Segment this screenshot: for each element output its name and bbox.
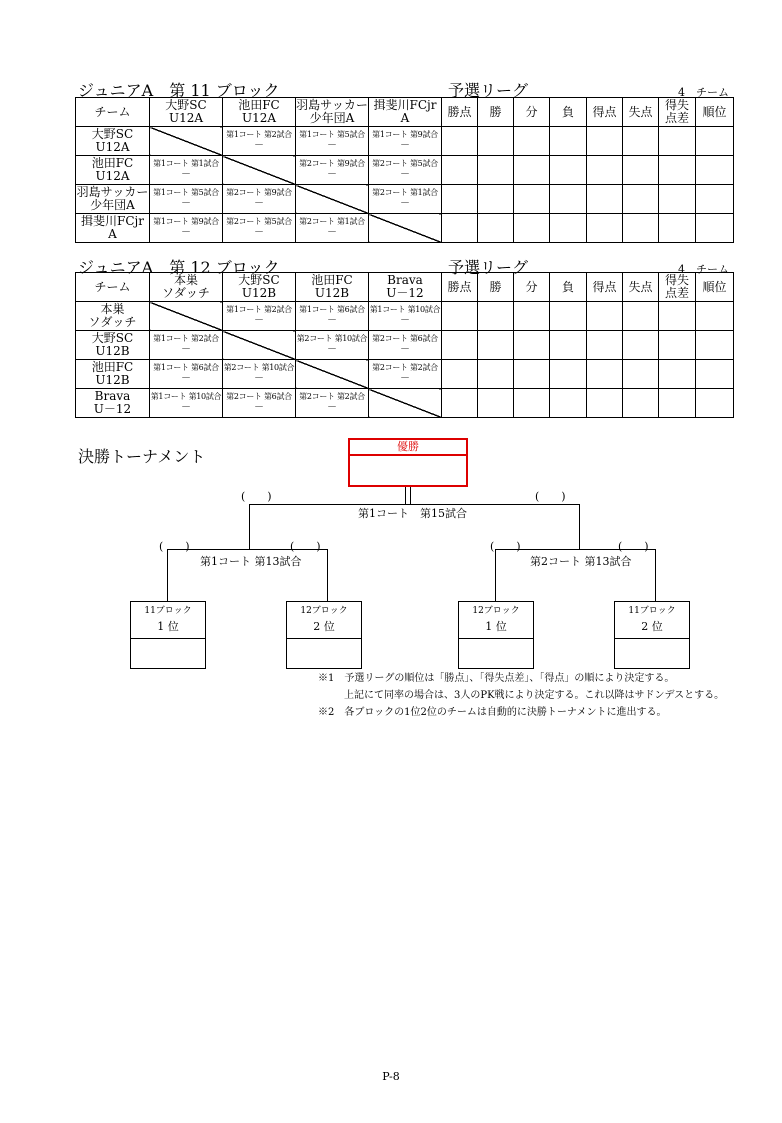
header-cell: 得失 点差: [659, 98, 696, 127]
stat-cell: [550, 214, 587, 243]
match-cell: 第1コート 第2試合 －: [223, 127, 296, 156]
semi1-left-score: ( ): [159, 540, 190, 553]
header-cell: 負: [550, 98, 587, 127]
stat-cell: [623, 127, 659, 156]
header-cell: 本巣 ソダッチ: [150, 273, 223, 302]
stat-cell: [659, 389, 696, 418]
bracket-line: [405, 487, 406, 505]
stat-cell: [696, 331, 734, 360]
header-cell: 失点: [623, 273, 659, 302]
stat-cell: [442, 214, 478, 243]
header-cell: 失点: [623, 98, 659, 127]
bracket-line: [327, 549, 328, 602]
stat-cell: [514, 360, 550, 389]
header-cell: 順位: [696, 273, 734, 302]
stat-cell: [623, 389, 659, 418]
header-cell: 順位: [696, 98, 734, 127]
team-name: 池田FC U12A: [76, 156, 150, 185]
page-number: P-8: [382, 1070, 400, 1083]
team-name: 大野SC U12B: [76, 331, 150, 360]
match-cell: 第1コート 第9試合 －: [150, 214, 223, 243]
seed-box: [458, 601, 534, 669]
stat-cell: [442, 360, 478, 389]
match-cell: 第2コート 第9試合 －: [296, 156, 369, 185]
match-cell: 第1コート 第6試合 －: [296, 302, 369, 331]
stat-cell: [659, 331, 696, 360]
stat-cell: [550, 127, 587, 156]
self-match-cell: [369, 214, 442, 243]
match-cell: 第2コート 第5試合 －: [369, 156, 442, 185]
table-row: [76, 156, 734, 185]
stat-cell: [478, 127, 514, 156]
stat-cell: [514, 389, 550, 418]
stat-cell: [623, 302, 659, 331]
header-team: チーム: [76, 98, 150, 127]
self-match-cell: [296, 360, 369, 389]
stat-cell: [514, 156, 550, 185]
seed-place: 2 位: [641, 620, 663, 633]
stat-cell: [587, 302, 623, 331]
bracket-line: [410, 487, 411, 505]
header-cell: 勝: [478, 98, 514, 127]
stat-cell: [587, 331, 623, 360]
team-name: 大野SC U12A: [76, 127, 150, 156]
seed-place: 1 位: [157, 620, 179, 633]
team-name: 揖斐川FCjr A: [76, 214, 150, 243]
table-row: [76, 127, 734, 156]
stat-cell: [696, 389, 734, 418]
stat-cell: [659, 360, 696, 389]
match-cell: 第2コート 第2試合 －: [369, 360, 442, 389]
stat-cell: [623, 185, 659, 214]
stat-cell: [587, 127, 623, 156]
stat-cell: [514, 302, 550, 331]
stat-cell: [587, 156, 623, 185]
stat-cell: [478, 360, 514, 389]
stat-cell: [478, 156, 514, 185]
header-cell: 大野SC U12A: [150, 98, 223, 127]
header-cell: 揖斐川FCjr A: [369, 98, 442, 127]
notes: [318, 670, 724, 721]
self-match-cell: [369, 389, 442, 418]
seed-box: [614, 601, 690, 669]
header-cell: 勝: [478, 273, 514, 302]
stat-cell: [478, 214, 514, 243]
stat-cell: [442, 185, 478, 214]
stat-cell: [696, 302, 734, 331]
match-cell: 第1コート 第5試合 －: [150, 185, 223, 214]
seed-place: 2 位: [313, 620, 335, 633]
champion-label: 優勝: [350, 440, 466, 456]
match-cell: 第1コート 第5試合 －: [296, 127, 369, 156]
block11-table: [75, 97, 734, 243]
match-cell: 第1コート 第9試合 －: [369, 127, 442, 156]
semi1-right-score: ( ): [290, 540, 321, 553]
seed-block: 12ブロック: [472, 606, 520, 616]
match-cell: 第1コート 第10試合 －: [369, 302, 442, 331]
table-row: [76, 214, 734, 243]
stat-cell: [623, 360, 659, 389]
header-cell: 得点: [587, 273, 623, 302]
block11-league: 予選リーグ: [448, 81, 529, 100]
match-cell: 第2コート 第10試合 －: [296, 331, 369, 360]
stat-cell: [514, 185, 550, 214]
stat-cell: [587, 214, 623, 243]
stat-cell: [659, 156, 696, 185]
stat-cell: [550, 389, 587, 418]
stat-cell: [659, 214, 696, 243]
semi2-match-label: 第2コート 第13試合: [530, 555, 632, 568]
header-cell: 得点: [587, 98, 623, 127]
note-line: ※2 各ブロックの1位2位のチームは自動的に決勝トーナメントに進出する。: [318, 707, 667, 718]
match-cell: 第2コート 第1試合 －: [369, 185, 442, 214]
stat-cell: [550, 185, 587, 214]
header-cell: 得失 点差: [659, 273, 696, 302]
bracket-line: [495, 549, 496, 602]
table-row: [76, 302, 734, 331]
match-cell: 第1コート 第10試合 －: [150, 389, 223, 418]
stat-cell: [550, 156, 587, 185]
semi2-right-score: ( ): [618, 540, 649, 553]
stat-cell: [514, 127, 550, 156]
match-cell: 第1コート 第6試合 －: [150, 360, 223, 389]
table-row: [76, 185, 734, 214]
header-cell: 分: [514, 273, 550, 302]
match-cell: 第2コート 第2試合 －: [296, 389, 369, 418]
stat-cell: [478, 185, 514, 214]
final-match-label: 第1コート 第15試合: [358, 507, 467, 520]
match-cell: 第2コート 第1試合 －: [296, 214, 369, 243]
stat-cell: [696, 185, 734, 214]
self-match-cell: [150, 127, 223, 156]
self-match-cell: [223, 156, 296, 185]
bracket-line: [579, 504, 580, 550]
match-cell: 第1コート 第2試合 －: [150, 331, 223, 360]
team-name: 羽島サッカー 少年団A: [76, 185, 149, 212]
match-cell: 第2コート 第6試合 －: [223, 389, 296, 418]
header-cell: Brava U－12: [369, 273, 442, 302]
final-right-score: ( ): [535, 490, 566, 503]
stat-cell: [623, 214, 659, 243]
self-match-cell: [296, 185, 369, 214]
table-row: [76, 360, 734, 389]
table-row: [76, 389, 734, 418]
block12-league: 予選リーグ: [448, 258, 529, 277]
block11-header: [78, 78, 738, 98]
seed-box: [286, 601, 362, 669]
champion-box: [348, 438, 468, 487]
match-cell: 第2コート 第10試合 －: [223, 360, 296, 389]
stat-cell: [514, 214, 550, 243]
block12-title: ジュニアA 第 12 ブロック: [78, 258, 280, 277]
match-cell: 第2コート 第5試合 －: [223, 214, 296, 243]
stat-cell: [514, 331, 550, 360]
header-cell: 勝点: [442, 98, 478, 127]
stat-cell: [696, 127, 734, 156]
header-team: チーム: [76, 273, 150, 302]
seed-box: [130, 601, 206, 669]
stat-cell: [659, 185, 696, 214]
header-cell: 大野SC U12B: [223, 273, 296, 302]
seed-place: 1 位: [485, 620, 507, 633]
header-cell: 勝点: [442, 273, 478, 302]
stat-cell: [442, 127, 478, 156]
header-cell: 分: [514, 98, 550, 127]
final-left-score: ( ): [241, 490, 272, 503]
stat-cell: [442, 302, 478, 331]
tournament-title: 決勝トーナメント: [78, 447, 206, 466]
stat-cell: [696, 360, 734, 389]
match-cell: 第2コート 第6試合 －: [369, 331, 442, 360]
block11-title: ジュニアA 第 11 ブロック: [78, 81, 280, 100]
stat-cell: [550, 302, 587, 331]
header-cell: 池田FC U12A: [223, 98, 296, 127]
team-name: Brava U－12: [76, 389, 150, 418]
table-row: [76, 331, 734, 360]
semi2-left-score: ( ): [490, 540, 521, 553]
seed-block: 11ブロック: [628, 606, 676, 616]
team-name: 池田FC U12B: [76, 360, 150, 389]
stat-cell: [442, 331, 478, 360]
header-cell: 羽島サッカー 少年団A: [296, 98, 368, 125]
semi1-match-label: 第1コート 第13試合: [200, 555, 302, 568]
team-name: 本巣 ソダッチ: [76, 302, 150, 331]
stat-cell: [442, 389, 478, 418]
note-line: 上記にて同率の場合は、3人のPK戦により決定する。これ以降はサドンデスとする。: [344, 690, 725, 701]
header-cell: 負: [550, 273, 587, 302]
stat-cell: [442, 156, 478, 185]
match-cell: 第1コート 第1試合 －: [150, 156, 223, 185]
bracket-line: [167, 549, 168, 602]
self-match-cell: [150, 302, 223, 331]
block12-count: 4 チーム: [678, 263, 729, 276]
stat-cell: [623, 331, 659, 360]
stat-cell: [659, 302, 696, 331]
stat-cell: [696, 214, 734, 243]
stat-cell: [478, 389, 514, 418]
stat-cell: [478, 331, 514, 360]
stat-cell: [550, 360, 587, 389]
stat-cell: [478, 302, 514, 331]
match-cell: 第2コート 第9試合 －: [223, 185, 296, 214]
stat-cell: [587, 389, 623, 418]
note-line: ※1 予選リーグの順位は「勝点」、「得失点差」、「得点」の順により決定する。: [318, 673, 675, 684]
block12-table: [75, 272, 734, 418]
self-match-cell: [223, 331, 296, 360]
match-cell: 第1コート 第2試合 －: [223, 302, 296, 331]
block11-count: 4 チーム: [678, 86, 729, 99]
bracket-line: [655, 549, 656, 602]
bracket-line: [249, 504, 250, 550]
stat-cell: [659, 127, 696, 156]
stat-cell: [587, 360, 623, 389]
stat-cell: [623, 156, 659, 185]
header-cell: 池田FC U12B: [296, 273, 369, 302]
stat-cell: [696, 156, 734, 185]
stat-cell: [550, 331, 587, 360]
seed-block: 11ブロック: [144, 606, 192, 616]
stat-cell: [587, 185, 623, 214]
seed-block: 12ブロック: [300, 606, 348, 616]
